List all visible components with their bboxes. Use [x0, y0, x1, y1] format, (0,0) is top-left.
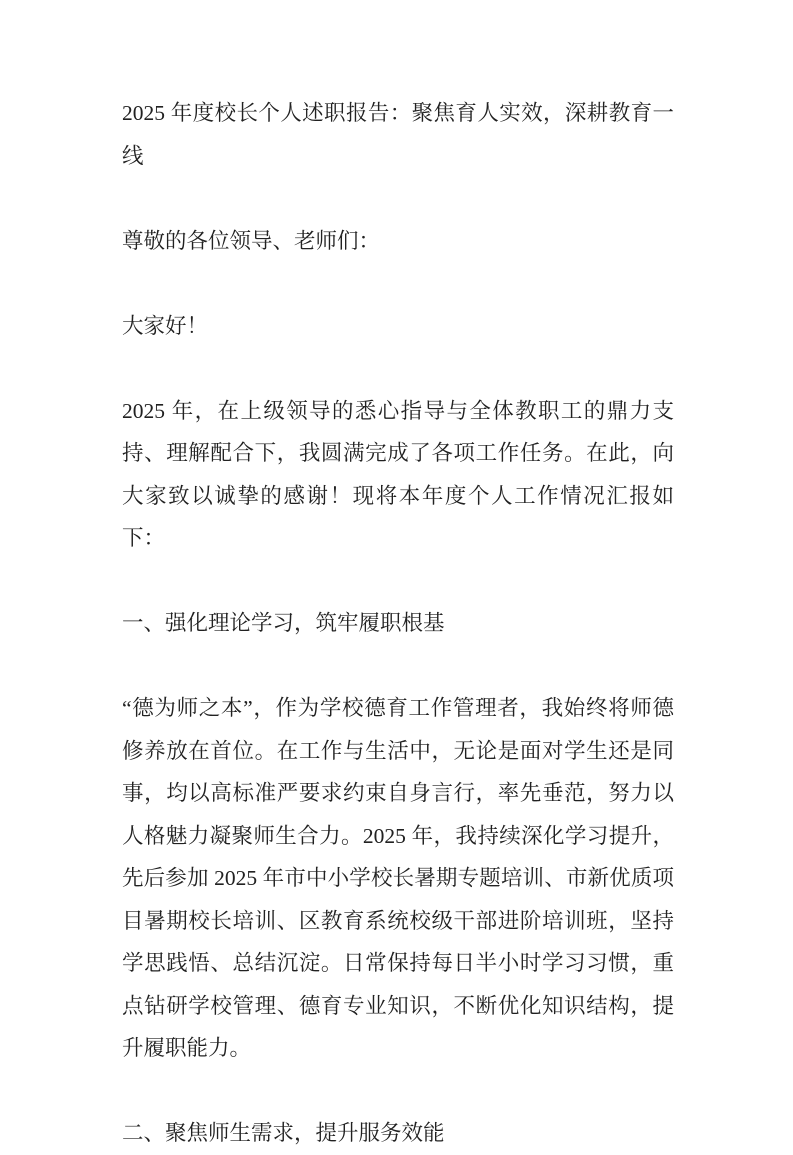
section-1-paragraph: “德为师之本”，作为学校德育工作管理者，我始终将师德修养放在首位。在工作与生活中，无论是面对学生还是同事，均以高标准严要求约束自身言行，率先垂范，努力以人格魅力凝聚师生合力。2025 年，我持续深化学习提升，先后参加 2025 年市中小学校长暑期专题培训、市新优质项目暑期校长培训、区教育系统校级干部进阶培训班，坚持学思践悟、总结沉淀。日常保持每日半小时学习习惯，重点钻研学校管理、德育专业知识，不断优化知识结构，提升履职能力。 [122, 696, 674, 1060]
greeting: 大家好！ [122, 313, 209, 338]
section-2-heading: 二、聚焦师生需求，提升服务效能 [122, 1121, 445, 1145]
intro-paragraph: 2025 年，在上级领导的悉心指导与全体教职工的鼎力支持、理解配合下，我圆满完成了各项工作任务。在此，向大家致以诚挚的感谢！现将本年度个人工作情况汇报如下： [122, 398, 674, 550]
section-1-heading: 一、强化理论学习，筑牢履职根基 [122, 611, 445, 635]
document-title: 2025 年度校长个人述职报告：聚焦育人实效，深耕教育一线 [122, 101, 674, 168]
salutation: 尊敬的各位领导、老师们： [122, 228, 381, 253]
